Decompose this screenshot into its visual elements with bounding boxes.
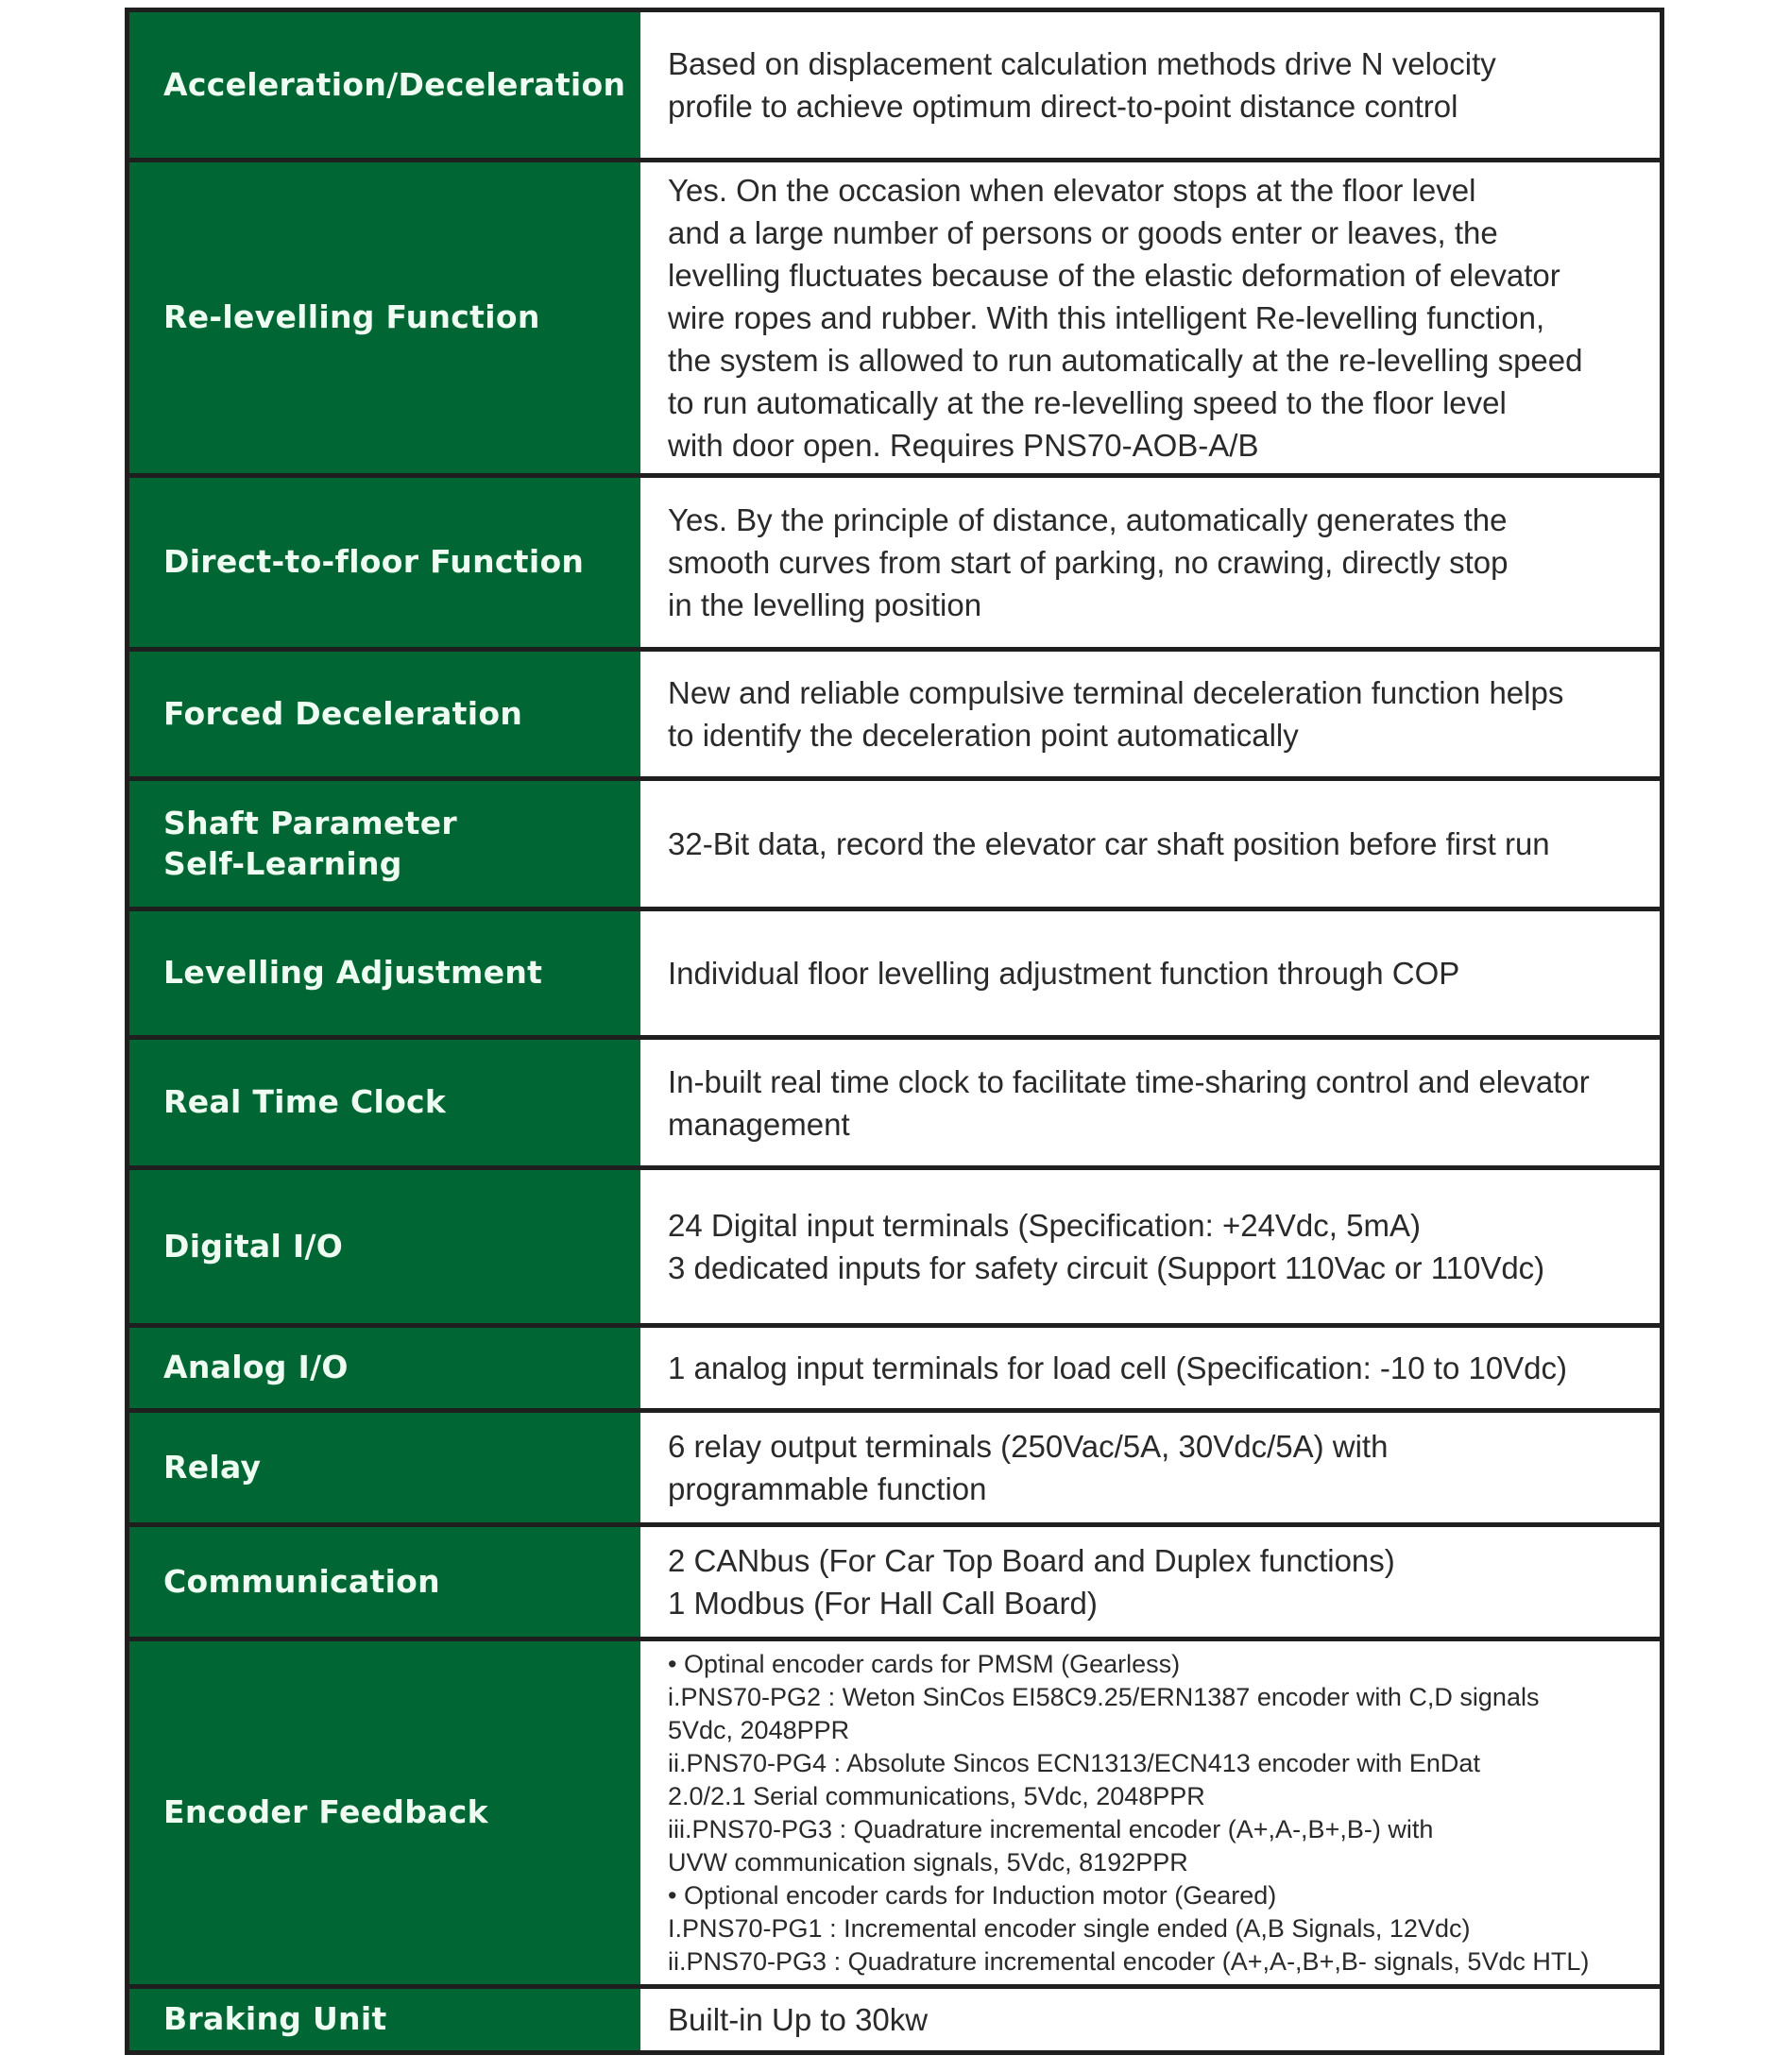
- spec-row-shaft-self-learning: [129, 776, 1660, 907]
- row-label: Forced Deceleration: [129, 652, 640, 776]
- row-value: 6 relay output terminals (250Vac/5A, 30Vdc/5A) with programmable function: [640, 1413, 1660, 1522]
- row-value: Yes. By the principle of distance, automatically generates the smooth curves from start of parking, no crawing, directly stop in the levelling position: [640, 478, 1660, 647]
- row-value: Built-in Up to 30kw: [640, 1989, 1660, 2050]
- row-value: New and reliable compulsive terminal deceleration function helps to identify the deceleration point automatically: [640, 652, 1660, 776]
- spec-row-levelling-adjustment: [129, 907, 1660, 1035]
- row-value: • Optinal encoder cards for PMSM (Gearless) i.PNS70-PG2 : Weton SinCos EI58C9.25/ERN1387 encoder with C,D signals 5Vdc, 2048PPR ii.PNS70-PG4 : Absolute Sincos ECN1313/ECN413 encoder with EnDat 2.0/2.1 Serial communications, 5Vdc, 2048PPR iii.PNS70-PG3 : Quadrature incremental encoder (A+,A-,B+,B-) with UVW communication signals, 5Vdc, 8192PPR • Optional encoder cards for Induction motor (Geared) I.PNS70-PG1 : Incremental encoder single ended (A,B Signals, 12Vdc) ii.PNS70-PG3 : Quadrature incremental encoder (A+,A-,B+,B- signals, 5Vdc HTL): [640, 1641, 1660, 1984]
- row-label: Direct-to-floor Function: [129, 478, 640, 647]
- spec-row-communication: [129, 1522, 1660, 1637]
- row-label: Shaft Parameter Self-Learning: [129, 781, 640, 907]
- row-label: Encoder Feedback: [129, 1641, 640, 1984]
- spec-row-direct-to-floor: [129, 473, 1660, 647]
- row-label: Communication: [129, 1527, 640, 1637]
- row-label: Acceleration/Deceleration: [129, 12, 640, 158]
- row-label: Real Time Clock: [129, 1040, 640, 1165]
- spec-row-re-levelling: [129, 158, 1660, 473]
- row-value: Based on displacement calculation methods drive N velocity profile to achieve optimum direct-to-point distance control: [640, 12, 1660, 158]
- row-value: 2 CANbus (For Car Top Board and Duplex functions) 1 Modbus (For Hall Call Board): [640, 1527, 1660, 1637]
- row-label: Relay: [129, 1413, 640, 1522]
- spec-row-encoder-feedback: [129, 1637, 1660, 1984]
- row-label: Analog I/O: [129, 1328, 640, 1408]
- spec-row-forced-deceleration: [129, 647, 1660, 776]
- row-value: 32-Bit data, record the elevator car shaft position before first run: [640, 781, 1660, 907]
- spec-row-braking-unit: [129, 1984, 1660, 2050]
- row-label: Levelling Adjustment: [129, 911, 640, 1035]
- row-value: 1 analog input terminals for load cell (Specification: -10 to 10Vdc): [640, 1328, 1660, 1408]
- row-label: Re-levelling Function: [129, 162, 640, 473]
- spec-row-real-time-clock: [129, 1035, 1660, 1165]
- spec-table: [125, 8, 1664, 2055]
- row-value: Yes. On the occasion when elevator stops at the floor level and a large number of persons or goods enter or leaves, the levelling fluctuates because of the elastic deformation of elevator wire ropes and rubber. With this intelligent Re-levelling function, the system is allowed to run automatically at the re-levelling speed to run automatically at the re-levelling speed to the floor level with door open. Requires PNS70-AOB-A/B: [640, 162, 1660, 473]
- spec-row-relay: [129, 1408, 1660, 1522]
- spec-row-digital-io: [129, 1165, 1660, 1323]
- spec-row-analog-io: [129, 1323, 1660, 1408]
- spec-row-acceleration-deceleration: [129, 12, 1660, 158]
- row-value: In-built real time clock to facilitate time-sharing control and elevator management: [640, 1040, 1660, 1165]
- row-value: Individual floor levelling adjustment function through COP: [640, 911, 1660, 1035]
- row-value: 24 Digital input terminals (Specification: +24Vdc, 5mA) 3 dedicated inputs for safety circuit (Support 110Vac or 110Vdc): [640, 1170, 1660, 1323]
- row-label: Braking Unit: [129, 1989, 640, 2050]
- row-label: Digital I/O: [129, 1170, 640, 1323]
